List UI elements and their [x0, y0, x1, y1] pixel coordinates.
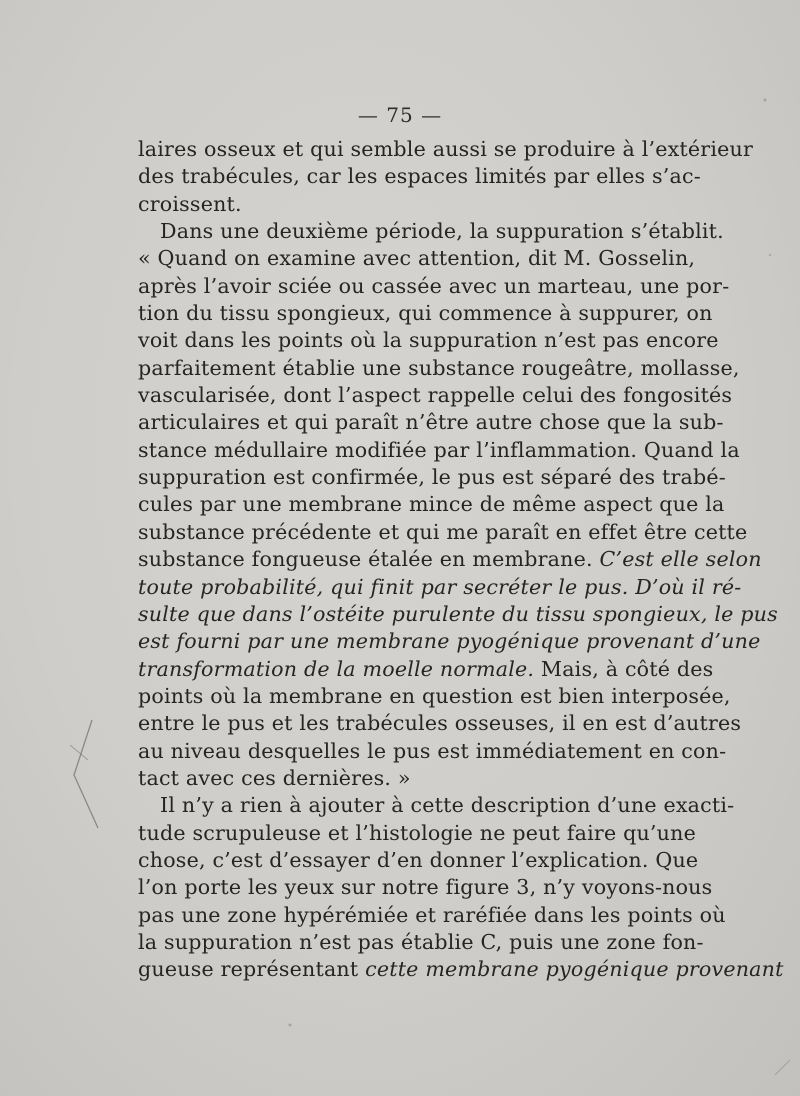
text-line [138, 574, 742, 601]
text-line [138, 409, 724, 436]
text-line [138, 300, 713, 327]
text-line [138, 956, 784, 983]
text-line [138, 792, 735, 819]
text-line [138, 820, 696, 847]
text-segment: pas une zone hypérémiée et raréfiée dans les points où [138, 902, 726, 927]
text-line [138, 136, 754, 163]
text-segment: après l’avoir sciée ou cassée avec un marteau, une por- [138, 273, 730, 298]
text-line [138, 902, 726, 929]
text-line [138, 847, 699, 874]
text-line [138, 355, 740, 382]
page-number: — 75 — [357, 103, 443, 127]
text-segment: tude scrupuleuse et l’histologie ne peut faire qu’une [138, 820, 696, 845]
text-segment: articulaires et qui paraît n’être autre chose que la sub- [138, 410, 724, 435]
text-line [138, 218, 724, 245]
italic-text: sulte que dans l’ostéite purulente du tissu spongieux, le pus [138, 601, 778, 626]
italic-text: est fourni par une membrane pyogénique provenant d’une [138, 629, 761, 654]
text-segment: laires osseux et qui semble aussi se produire à l’extérieur [138, 137, 754, 161]
text-segment: l’on porte les yeux sur notre figure 3, n’y voyons-nous [138, 875, 713, 900]
text-line [138, 382, 733, 409]
text-line [138, 929, 704, 956]
text-segment: des trabécules, car les espaces limités par elles s’ac- [138, 164, 701, 189]
text-line [138, 163, 701, 190]
italic-text: toute probabilité, qui finit par secréter le pus. D’où il ré- [138, 574, 742, 599]
text-segment: suppuration est confirmée, le pus est séparé des trabé- [138, 465, 726, 490]
text-line [138, 191, 568, 218]
text-segment: Il n’y a rien à ajouter à cette description d’une exacti- [160, 793, 735, 818]
text-line [138, 327, 719, 354]
text-segment: parfaitement établie une substance rougeâtre, mollasse, [138, 355, 740, 380]
text-line [138, 738, 727, 765]
text-segment: Mais, à côté des [534, 656, 714, 681]
text-line [138, 683, 731, 710]
text-line [138, 710, 742, 737]
text-line [138, 519, 748, 546]
text-segment: substance précédente et qui me paraît en effet être cette [138, 519, 748, 544]
body-text [138, 136, 784, 984]
text-line [138, 628, 761, 655]
italic-text: transformation de la moelle normale. [138, 656, 535, 681]
italic-text: C’est elle selon [599, 547, 762, 572]
text-line [138, 601, 778, 628]
text-segment: stance médullaire modifiée par l’inflammation. Quand la [138, 437, 740, 462]
text-line [138, 273, 730, 300]
text-line [138, 245, 696, 272]
text-segment: chose, c’est d’essayer d’en donner l’explication. Que [138, 847, 699, 872]
text-segment: entre le pus et les trabécules osseuses, il en est d’autres [138, 711, 742, 736]
text-line [138, 546, 762, 573]
text-segment: cules par une membrane mince de même aspect que la [138, 492, 725, 517]
text-segment: Dans une deuxième période, la suppuration s’établit. [160, 219, 724, 244]
text-line [138, 656, 714, 683]
text-line [138, 874, 713, 901]
text-segment: substance fongueuse étalée en membrane. [138, 547, 600, 572]
text-segment: points où la membrane en question est bien interposée, [138, 683, 731, 708]
text-segment: vascularisée, dont l’aspect rappelle celui des fongosités [138, 383, 733, 408]
text-segment: « Quand on examine avec attention, dit M. Gosselin, [138, 246, 696, 271]
text-segment: au niveau desquelles le pus est immédiatement en con- [138, 738, 727, 763]
text-segment: tion du tissu spongieux, qui commence à suppurer, on [138, 301, 713, 326]
italic-text: cette membrane pyogénique provenant [365, 957, 784, 982]
text-segment: tact avec ces dernières. » [138, 765, 411, 790]
text-line [138, 491, 725, 518]
text-segment: gueuse représentant [138, 957, 366, 982]
text-line [138, 765, 568, 792]
text-segment: voit dans les points où la suppuration n’est pas encore [138, 328, 719, 353]
text-segment: croissent. [138, 191, 242, 216]
text-line [138, 437, 740, 464]
text-line [138, 464, 726, 491]
text-segment: la suppuration n’est pas établie C, puis une zone fon- [138, 929, 704, 954]
